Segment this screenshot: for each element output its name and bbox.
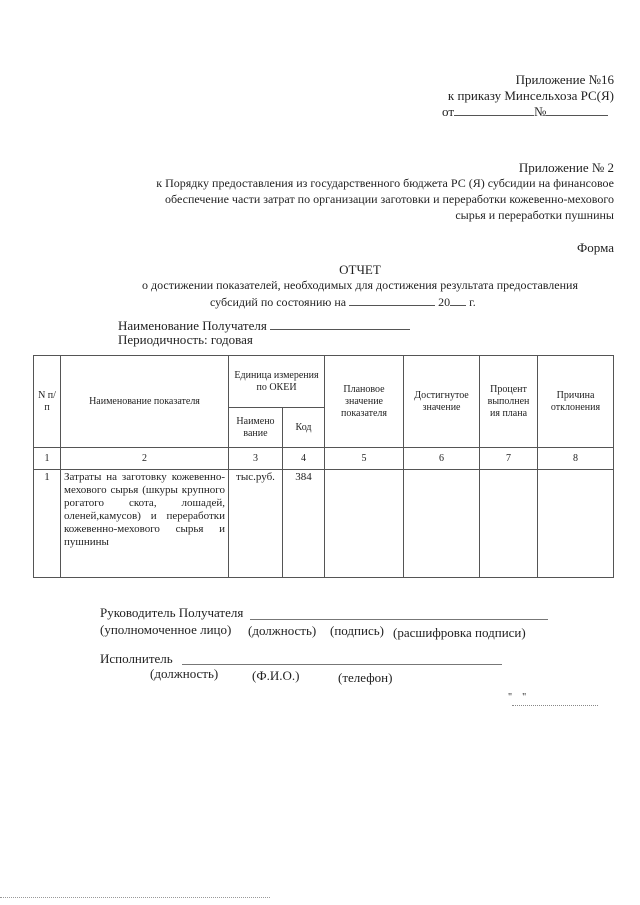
header-achieved: Достигнутое значение (404, 356, 480, 448)
report-date-prefix: субсидий по состоянию на (210, 295, 347, 309)
appendix16-line2: к приказу Минсельхоза РС(Я) (447, 88, 614, 103)
header-okei-name: Наимено вание (229, 408, 283, 448)
scan-edge (0, 897, 270, 898)
header-planned: Плановое значение показателя (325, 356, 404, 448)
col-number: 8 (538, 448, 614, 470)
row-code: 384 (283, 470, 325, 578)
executor-phone-label: (телефон) (338, 670, 393, 685)
header-reason: Причина отклонения (538, 356, 614, 448)
row-indicator: Затраты на заготовку кожевенно-мехового сырья (шкуры крупного рогатого скота, лошадей, оленей,камусов) и переработки кожевенно-мехового сырья и пушнины (61, 470, 229, 578)
report-title: ОТЧЕТ (339, 262, 381, 277)
report-year-blank (450, 294, 466, 306)
appendix2-line2: обеспечение части затрат по организации заготовки и переработки кожевенно-мехового (165, 192, 614, 206)
head-signature-line[interactable] (250, 619, 548, 620)
appendix2-line3: сырья и переработки пушнины (455, 208, 614, 222)
date-line[interactable] (512, 705, 598, 706)
report-date-blank (349, 294, 435, 306)
appendix16-number-label: № (534, 104, 547, 119)
header-indicator: Наименование показателя (61, 356, 229, 448)
column-numbers-row (34, 448, 614, 470)
table-row (34, 470, 614, 578)
appendix2-title: Приложение № 2 (518, 160, 614, 175)
appendix2-line1: к Порядку предоставления из государственного бюджета РС (Я) субсидии на финансовое (156, 176, 614, 190)
col-number: 6 (404, 448, 480, 470)
appendix16-number-blank (546, 104, 608, 116)
recipient-name-blank[interactable] (270, 318, 410, 330)
row-percent[interactable] (480, 470, 538, 578)
head-decoding-label: (расшифровка подписи) (393, 625, 526, 640)
report-year: 20 (438, 295, 451, 309)
col-number: 3 (229, 448, 283, 470)
col-number: 1 (34, 448, 61, 470)
appendix16-date-number (442, 104, 622, 120)
row-achieved[interactable] (404, 470, 480, 578)
appendix16-line1: Приложение №16 (515, 72, 614, 87)
executor-position-label: (должность) (150, 666, 219, 681)
head-position-label: (должность) (248, 623, 317, 638)
report-table (33, 355, 614, 578)
report-line1: о достижении показателей, необходимых для достижения результата предоставления (142, 278, 578, 292)
report-year-suffix: г. (469, 295, 476, 309)
col-number: 7 (480, 448, 538, 470)
appendix16-from-label: от (442, 104, 455, 119)
recipient-name-label: Наименование Получателя (118, 318, 267, 333)
executor-fio-label: (Ф.И.О.) (252, 668, 300, 683)
head-sub-label: (уполномоченное лицо) (100, 622, 232, 637)
report-line2 (210, 294, 530, 310)
row-num: 1 (34, 470, 61, 578)
header-okei: Единица измерения по ОКЕИ (229, 356, 325, 408)
executor-signature-line[interactable] (182, 664, 502, 665)
appendix16-date-blank (454, 104, 534, 116)
recipient-periodicity: Периодичность: годовая (118, 332, 253, 347)
col-number: 2 (61, 448, 229, 470)
row-planned[interactable] (325, 470, 404, 578)
header-percent: Процент выполнен ия плана (480, 356, 538, 448)
form-label: Форма (577, 240, 614, 255)
head-signature-label: (подпись) (330, 623, 384, 638)
head-label: Руководитель Получателя (100, 605, 244, 620)
row-unit: тыс.руб. (229, 470, 283, 578)
executor-label: Исполнитель (100, 651, 173, 666)
col-number: 5 (325, 448, 404, 470)
header-okei-code: Код (283, 408, 325, 448)
date-quotes: " " (508, 692, 527, 703)
header-num: N п/п (34, 356, 61, 448)
col-number: 4 (283, 448, 325, 470)
row-reason[interactable] (538, 470, 614, 578)
